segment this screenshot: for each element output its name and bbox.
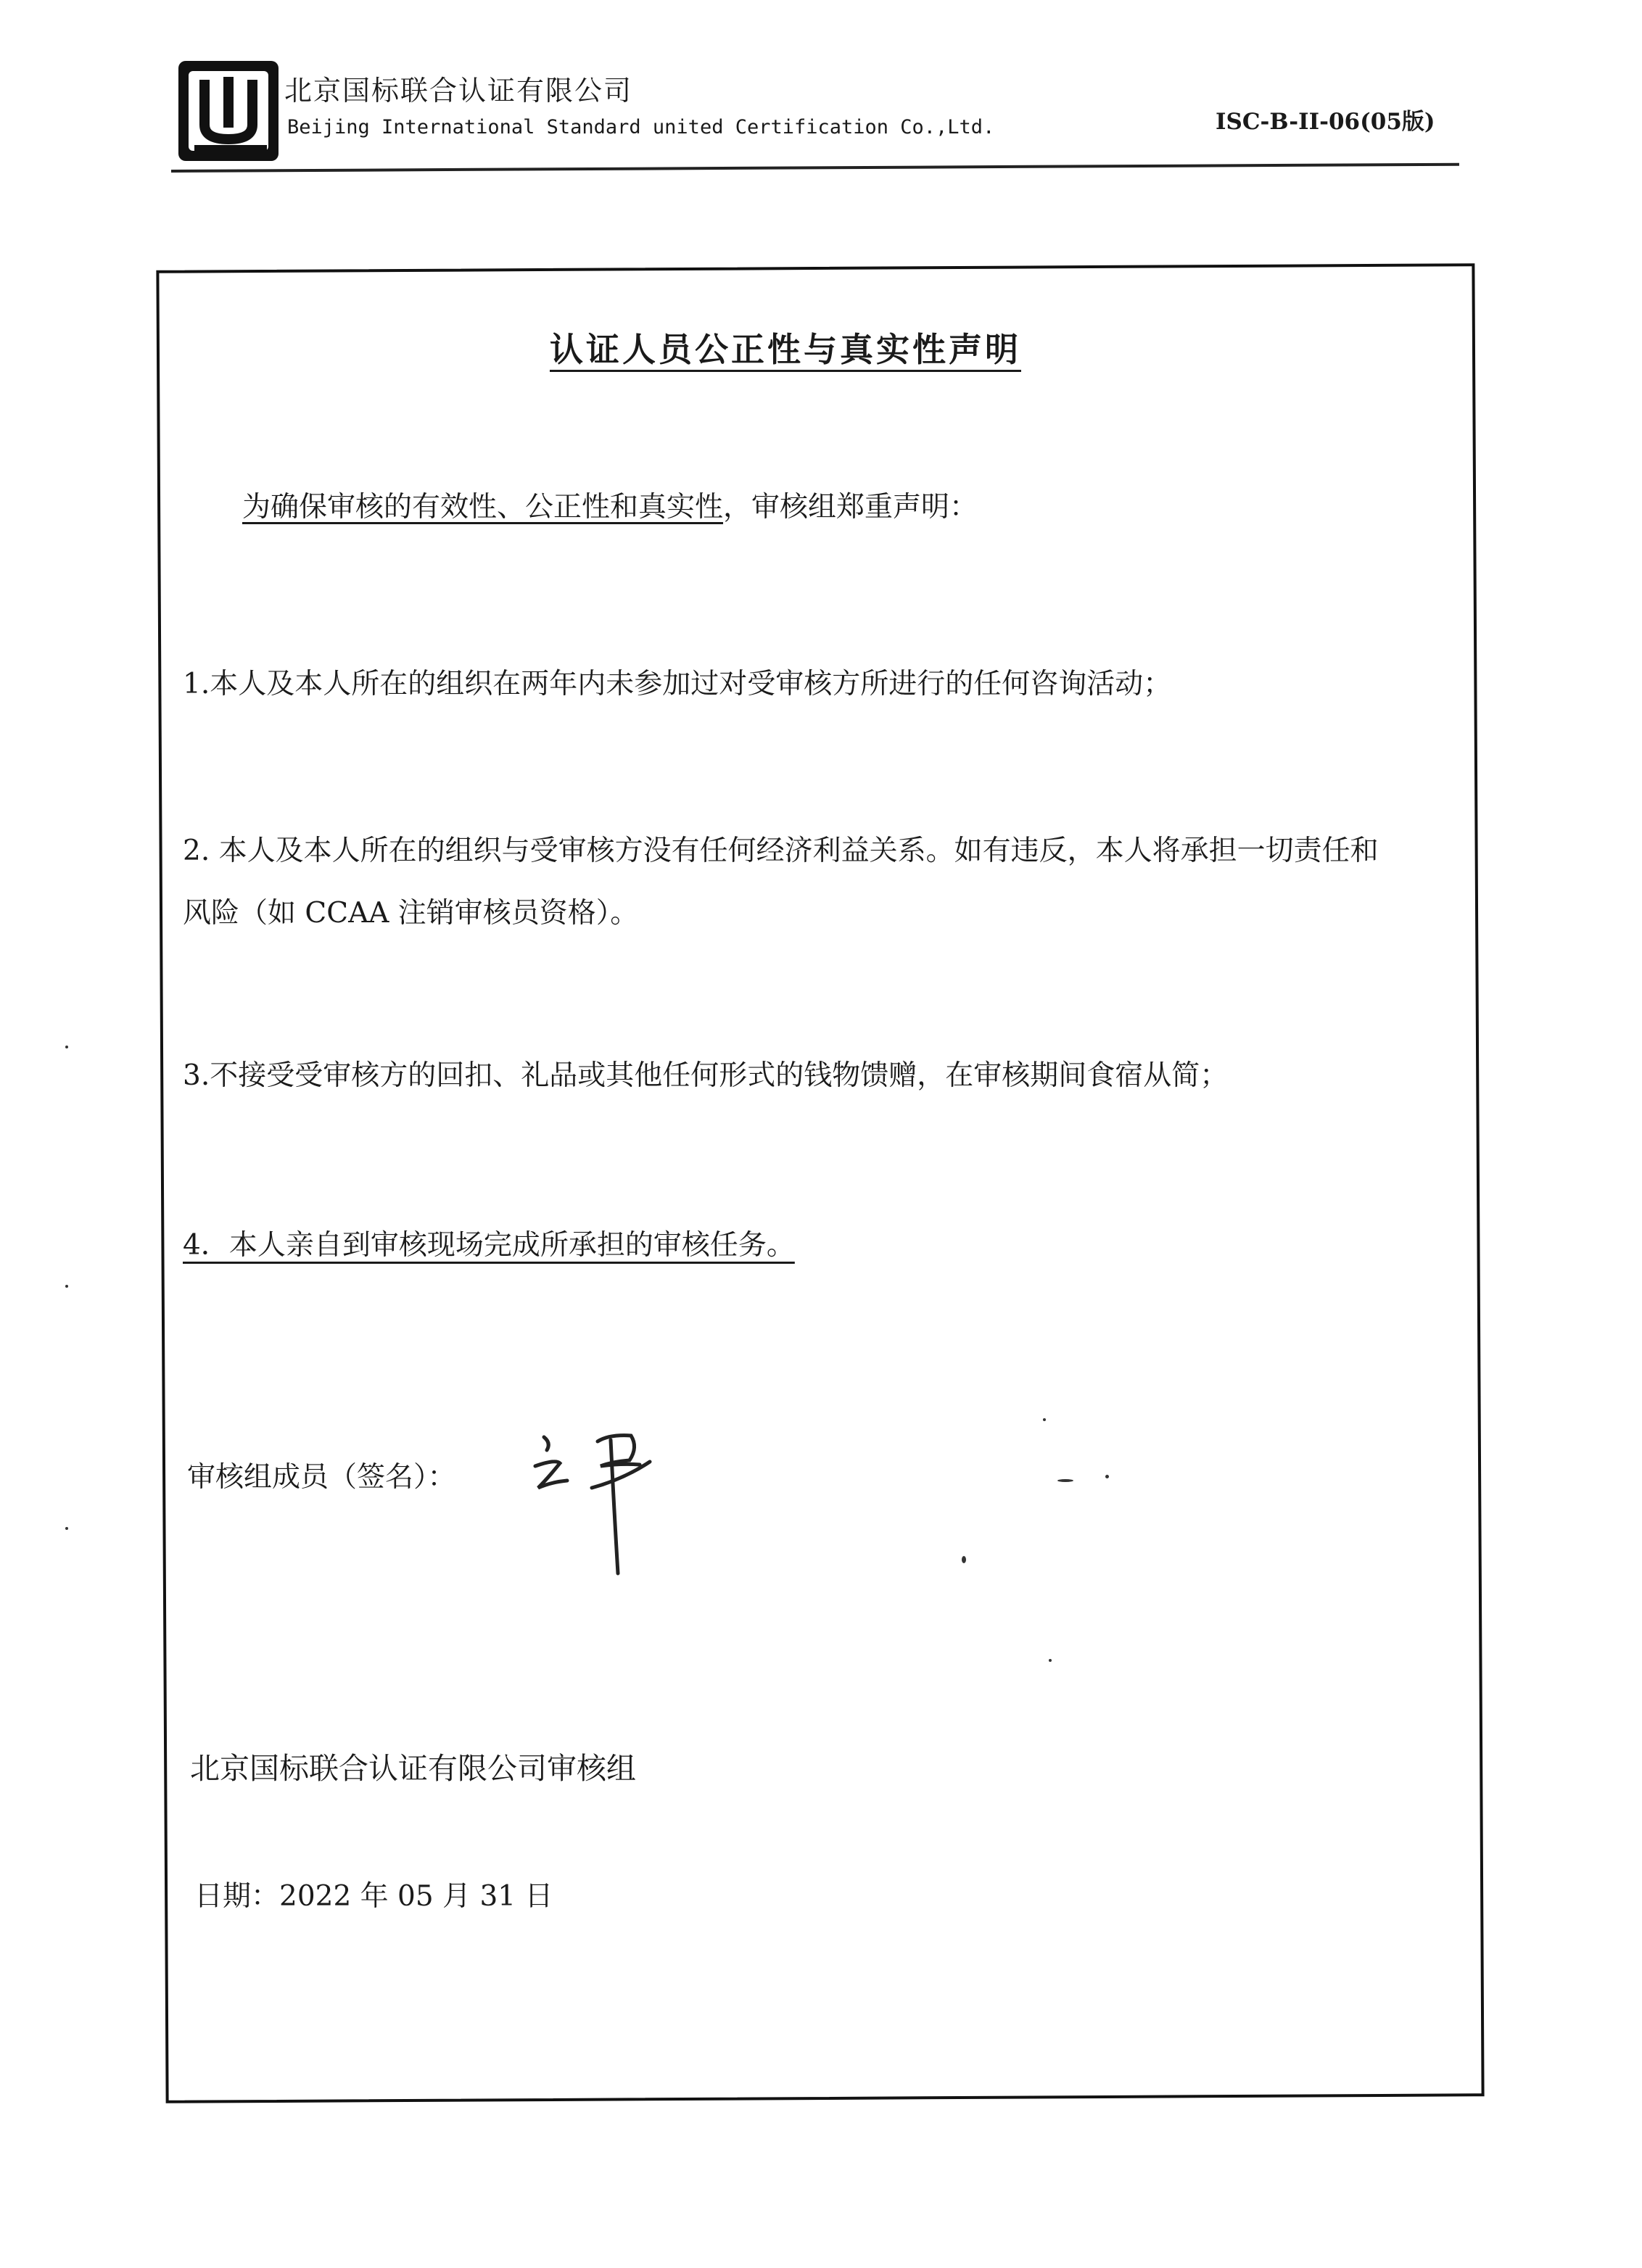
intro-rest: ，审核组郑重声明： [723,491,978,523]
statement-item-1: 1.本人及本人所在的组织在两年内未参加过对受审核方所进行的任何咨询活动； [183,668,1172,700]
handwritten-signature [522,1421,667,1588]
company-logo [176,58,281,164]
statement-title: 认证人员公正性与真实性声明 [550,330,1021,369]
statement-item-2-continued: 风险（如 CCAA 注销审核员资格）。 [183,897,639,930]
intro-underlined: 为确保审核的有效性、公正性和真实性 [242,491,724,523]
statement-item-2: 2. 本人及本人所在的组织与受审核方没有任何经济利益关系。如有违反，本人将承担一切责任和 [183,835,1379,867]
statement-item-4: 4．本人亲自到审核现场完成所承担的审核任务。 [183,1229,795,1262]
intro-paragraph [242,484,978,525]
signature-label: 审核组成员（签名）： [187,1461,456,1494]
statement-date: 日期：2022 年 05 月 31 日 [194,1880,553,1913]
scan-speck [65,1285,68,1288]
form-code: ISC-B-II-06(05版) [1216,109,1435,135]
statement-frame [156,263,1484,2103]
scan-speck [962,1556,966,1563]
company-name-cn: 北京国标联合认证有限公司 [284,75,633,107]
audit-team-organization: 北京国标联合认证有限公司审核组 [190,1751,636,1786]
statement-item-3: 3.不接受受审核方的回扣、礼品或其他任何形式的钱物馈赠，在审核期间食宿从简； [183,1059,1229,1092]
scan-speck [1105,1475,1109,1478]
scan-speck [65,1046,68,1048]
scan-speck [65,1527,68,1530]
header-divider [171,163,1459,173]
scan-speck [1049,1659,1052,1662]
scan-speck [1057,1479,1073,1482]
scan-speck [1043,1418,1046,1421]
company-name-en: Beijing International Standard united Certification Co.,Ltd. [287,116,995,138]
